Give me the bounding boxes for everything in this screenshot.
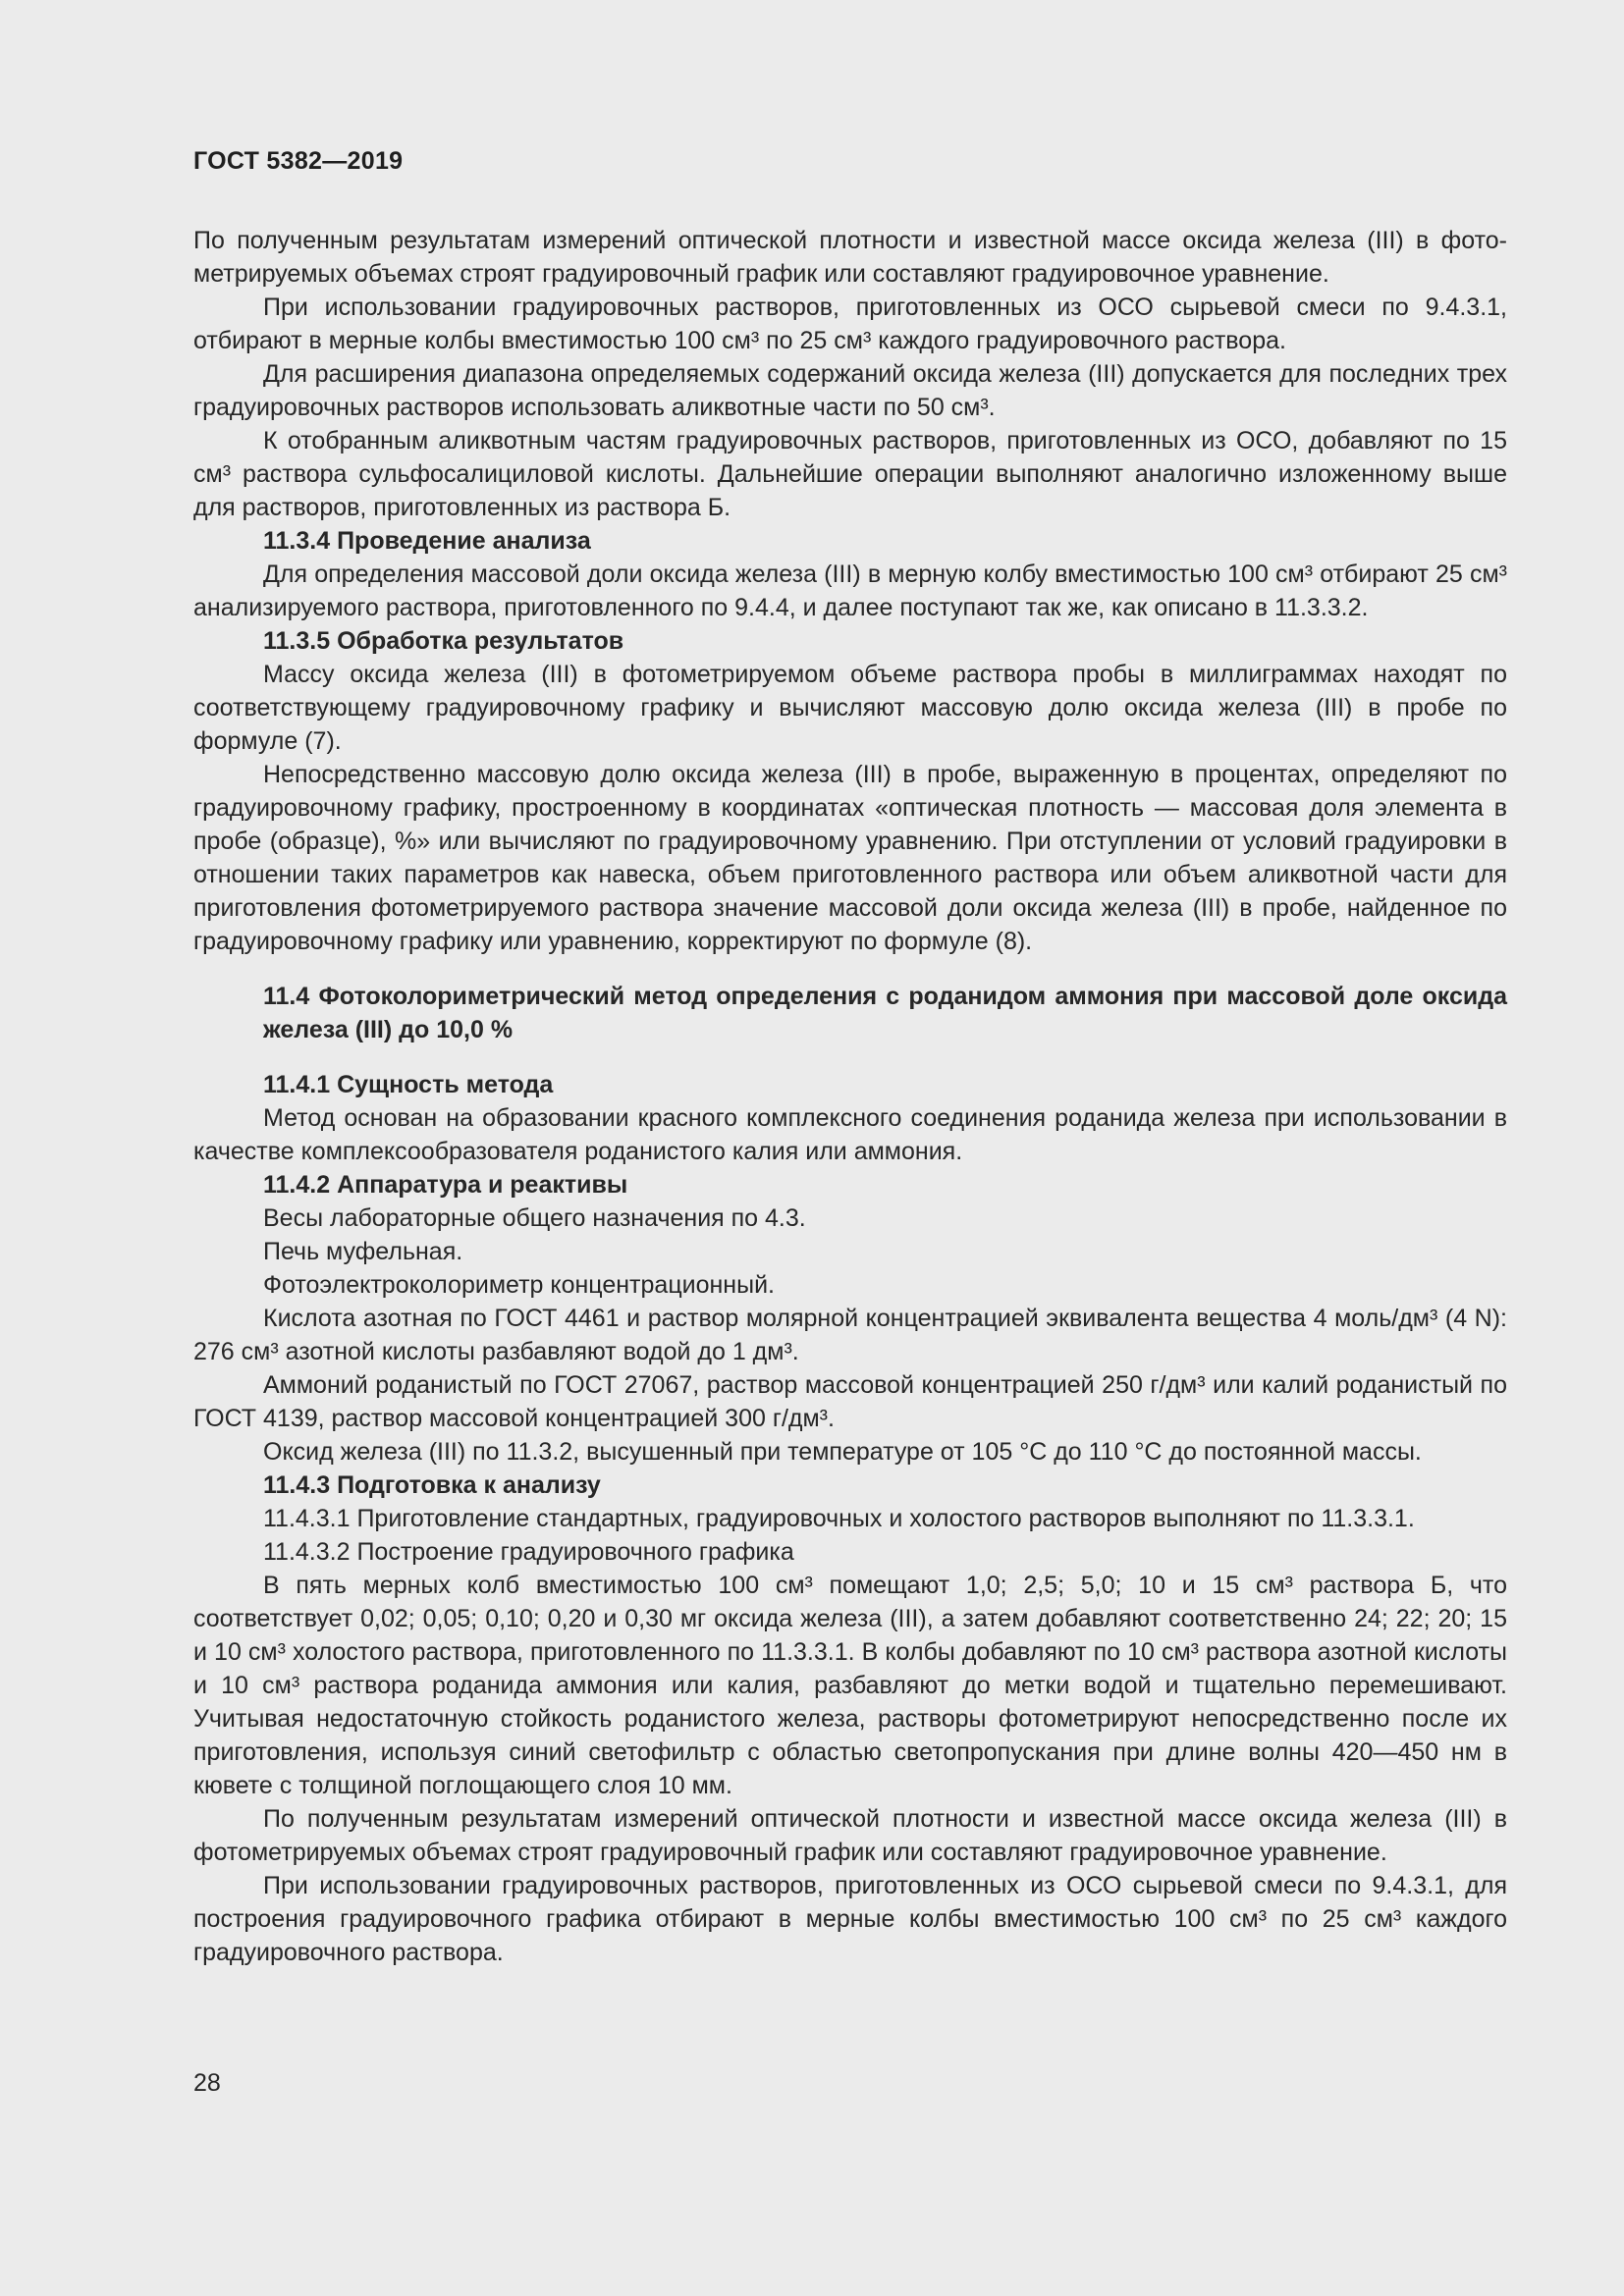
paragraph: По полученным результатам измерений оптической плотности и известной массе оксида железа (III) в фотометрируемых объемах строят градуировочный график или составляют градуировочное уравнение.: [193, 227, 1507, 288]
section-heading: 11.3.4 Проведение анализа: [263, 527, 591, 555]
paragraph: Аммоний роданистый по ГОСТ 27067, раствор массовой концентрацией 250 г/дм³ или калий роданистый по ГОСТ 4139, раствор массовой концентрацией 300 г/дм³.: [193, 1371, 1507, 1432]
list-item: Весы лабораторные общего назначения по 4.3.: [263, 1204, 806, 1232]
paragraph: В пять мерных колб вместимостью 100 см³ помещают 1,0; 2,5; 5,0; 10 и 15 см³ раствора Б, что соответствует 0,02; 0,05; 0,10; 0,20 и 0,30 мг оксида железа (III), а затем добавляют соответственно 24; 22; 20; 15 и 10 см³ холостого раствора, приготовленного по 11.3.3.1. В колбы добавляют по 10 см³ раствора азотной кислоты и 10 см³ раствора роданида аммония или калия, разбавляют до метки водой и тщательно перемешивают. Учитывая недостаточную стойкость роданистого железа, растворы фотометрируют непосредственно после их приготовления, используя синий светофильтр с областью светопропускания при длине волны 420—450 нм в кювете с толщиной поглощающего слоя 10 мм.: [193, 1572, 1507, 1799]
paragraph: Массу оксида железа (III) в фотометрируемом объеме раствора пробы в миллиграммах находят по соответствующему градуировочному графику и вычисляют массовую долю оксида железа (III) в пробе по формуле (7).: [193, 661, 1507, 755]
list-item: Печь муфельная.: [263, 1238, 463, 1265]
paragraph: По полученным результатам измерений оптической плотности и известной массе оксида железа (III) в фотометрируемых объемах строят градуировочный график или составляют градуировочное уравнение.: [193, 1805, 1507, 1866]
section-heading: 11.4.3 Подготовка к анализу: [263, 1471, 601, 1499]
paragraph: 11.4.3.2 Построение градуировочного графика: [263, 1538, 794, 1566]
section-heading: 11.4.1 Сущность метода: [263, 1071, 554, 1098]
section-heading: 11.4.2 Аппаратура и реактивы: [263, 1171, 628, 1199]
section-heading: 11.3.5 Обработка результатов: [263, 627, 624, 655]
paragraph: Метод основан на образовании красного комплексного соединения роданида железа при использовании в качестве комплексообразователя роданистого калия или аммония.: [193, 1104, 1507, 1165]
paragraph: 11.4.3.1 Приготовление стандартных, градуировочных и холостого растворов выполняют по 11.3.3.1.: [263, 1505, 1415, 1532]
paragraph: Кислота азотная по ГОСТ 4461 и раствор молярной концентрацией эквивалента вещества 4 моль/дм³ (4 N): 276 см³ азотной кислоты разбавляют водой до 1 дм³.: [193, 1305, 1507, 1365]
document-header: ГОСТ 5382—2019: [193, 147, 404, 175]
paragraph: К отобранным аликвотным частям градуировочных растворов, приготовленных из ОСО, добавляют по 15 см³ раствора сульфосалициловой кислоты. Дальнейшие операции выполняют аналогично изложенному выше для растворов, приготовленных из раствора Б.: [193, 427, 1507, 521]
paragraph: Для определения массовой доли оксида железа (III) в мерную колбу вместимостью 100 см³ отбирают 25 см³ анализируемого раствора, приготовленного по 9.4.4, и далее поступают так же, как описано в 11.3.3.2.: [193, 561, 1507, 621]
list-item: Фотоэлектроколориметр концентрационный.: [263, 1271, 775, 1299]
section-heading: 11.4 Фотоколориметрический метод определения с роданидом аммония при массовой доле оксида железа (III) до 10,0 %: [263, 983, 1507, 1043]
paragraph: Для расширения диапазона определяемых содержаний оксида железа (III) допускается для последних трех градуировочных растворов использовать аликвотные части по 50 см³.: [193, 360, 1507, 421]
page-number: 28: [193, 2069, 221, 2097]
paragraph: При использовании градуировочных растворов, приготовленных из ОСО сырьевой смеси по 9.4.3.1, для построения градуировочного графика отбирают в мерные колбы вместимостью 100 см³ по 25 см³ каждого градуировочного раствора.: [193, 1872, 1507, 1966]
paragraph: Непосредственно массовую долю оксида железа (III) в пробе, выраженную в процентах, определяют по градуировочному графику, простроенному в координатах «оптическая плотность — массовая доля элемента в пробе (образце), %» или вычисляют по градуировочному уравнению. При отступлении от условий градуировки в отношении таких параметров как навеска, объем приготовленного раствора или объем аликвотной части для приготовления фотометрируемого раствора значение массовой доли оксида железа (III) в пробе, найденное по градуировочному графику или уравнению, корректируют по формуле (8).: [193, 761, 1507, 955]
paragraph: Оксид железа (III) по 11.3.2, высушенный при температуре от 105 °С до 110 °С до постоянной массы.: [263, 1438, 1422, 1466]
document-body: [193, 224, 1507, 1969]
paragraph: При использовании градуировочных растворов, приготовленных из ОСО сырьевой смеси по 9.4.3.1, отбирают в мерные колбы вместимостью 100 см³ по 25 см³ каждого градуировочного раствора.: [193, 294, 1507, 354]
